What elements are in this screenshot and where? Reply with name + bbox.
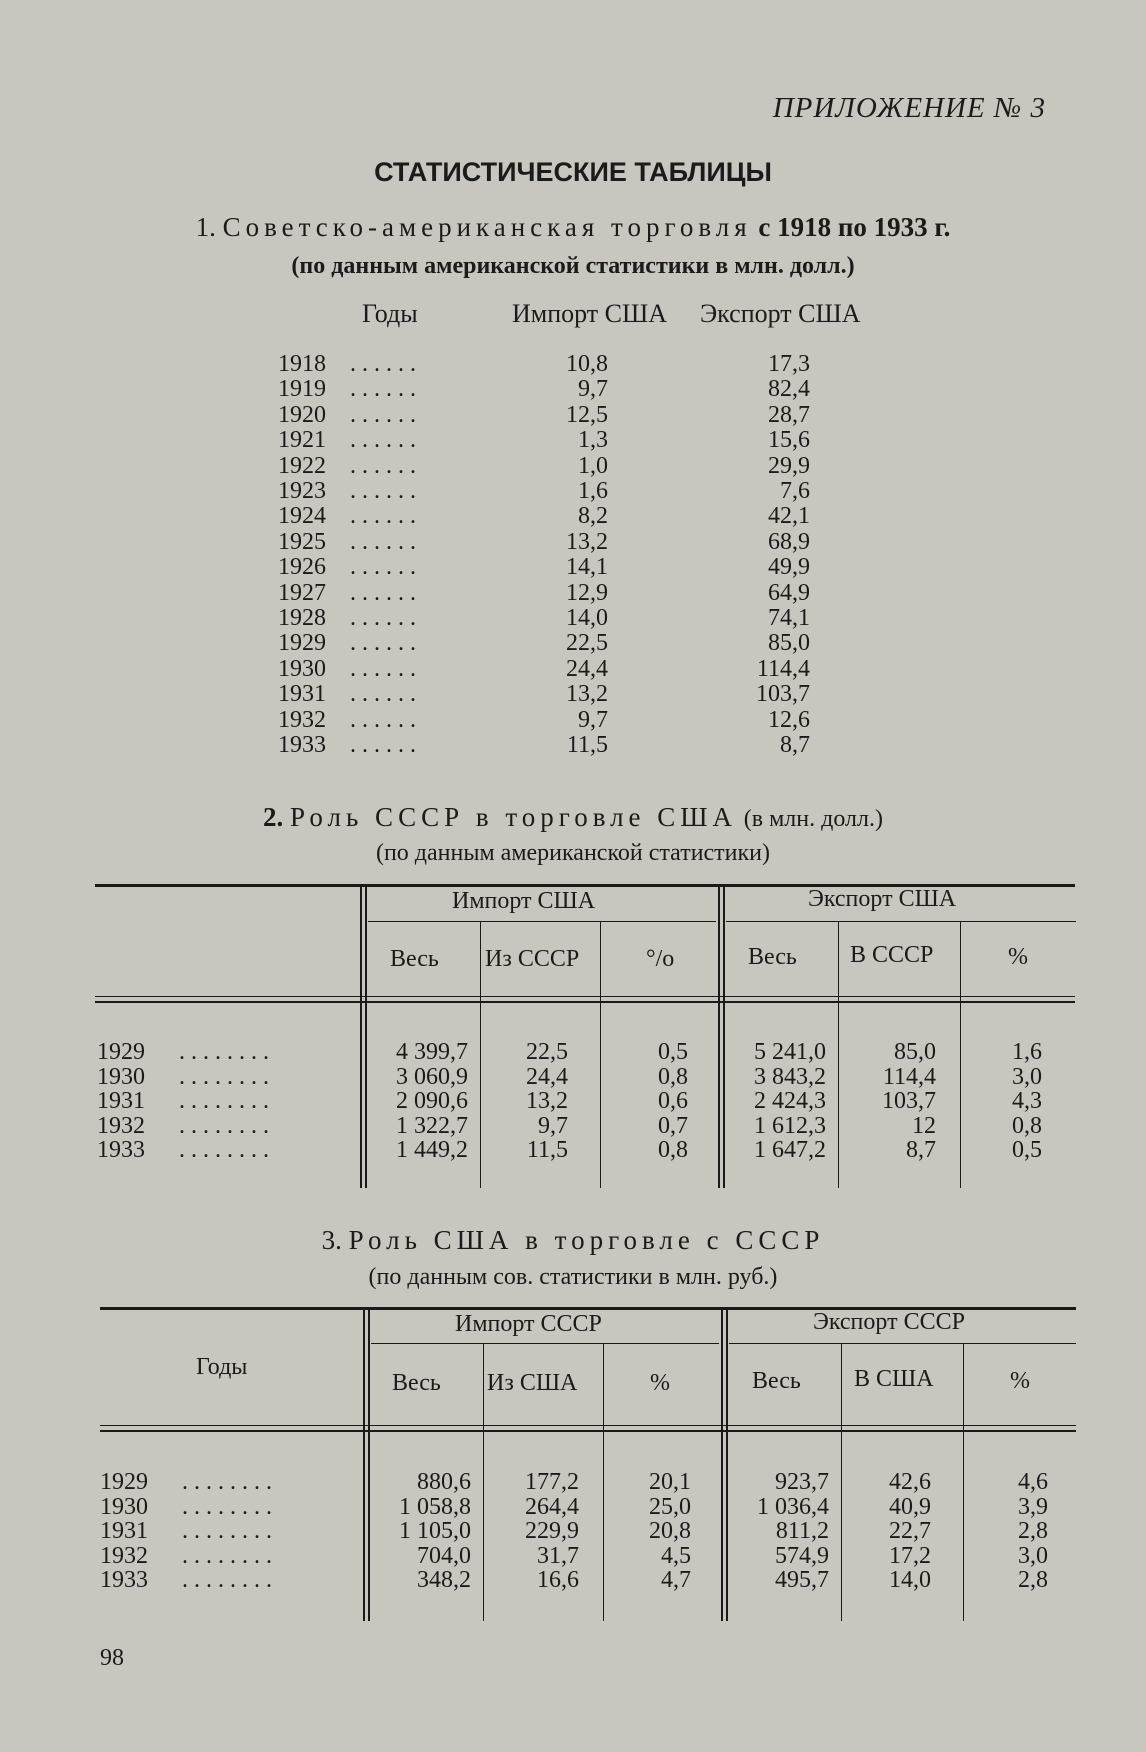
table2-group-import: Импорт США xyxy=(452,888,596,914)
table1-year: 1921 xyxy=(278,427,326,454)
table2-year: 1933 xyxy=(97,1137,145,1163)
table2-imp-total: 1 322,7 xyxy=(396,1112,468,1139)
table1-export-value: 29,9 xyxy=(768,452,810,479)
table2-year: 1932 xyxy=(97,1112,145,1139)
table3-group-rule xyxy=(729,1343,1076,1344)
table1-leader-dots: ...... xyxy=(350,605,422,631)
table1-leader-dots: ...... xyxy=(350,706,422,733)
table3-exp-pct: 2,8 xyxy=(1018,1518,1048,1544)
table2-imp-pct: 0,8 xyxy=(658,1137,688,1163)
table2-imp-ussr: 24,4 xyxy=(526,1063,568,1090)
table2-vline xyxy=(723,886,725,1188)
table1-header-year: Годы xyxy=(362,299,418,328)
table2-exp-pct: 0,8 xyxy=(1012,1112,1042,1139)
table1-import-value: 24,4 xyxy=(566,655,608,682)
table1-leader-dots: ...... xyxy=(350,630,422,657)
table2-exp-pct: 1,6 xyxy=(1012,1039,1042,1065)
table2-header-rule xyxy=(95,996,1075,997)
table1-year: 1933 xyxy=(278,732,326,758)
table3-year: 1931 xyxy=(100,1518,148,1544)
table2-exp-ussr: 12 xyxy=(912,1112,936,1139)
table3-exp-usa: 22,7 xyxy=(889,1518,931,1544)
table3-vline xyxy=(368,1309,370,1621)
table1-year: 1932 xyxy=(278,706,326,733)
table1-import-value: 1,0 xyxy=(578,452,608,479)
table1-leader-dots: ...... xyxy=(350,401,422,428)
table3-exp-pct: 3,9 xyxy=(1018,1493,1048,1520)
table3-imp-usa: 229,9 xyxy=(525,1518,579,1544)
table3-imp-pct: 4,7 xyxy=(661,1567,691,1593)
table2-leader-dots: ........ xyxy=(179,1112,275,1139)
table1-year: 1920 xyxy=(278,401,326,428)
table3-exp-pct: 3,0 xyxy=(1018,1542,1048,1569)
table1-import-value: 12,5 xyxy=(566,401,608,428)
table2-exp-pct: 4,3 xyxy=(1012,1088,1042,1114)
table1-year: 1928 xyxy=(278,605,326,631)
table1-export-value: 82,4 xyxy=(768,376,810,403)
table2-imp-total: 4 399,7 xyxy=(396,1039,468,1065)
table3-imp-usa: 31,7 xyxy=(537,1542,579,1569)
table3-vline xyxy=(603,1344,604,1621)
table1-number: 1. xyxy=(195,212,216,242)
table2-vline xyxy=(718,886,720,1188)
table2-sub-from: Из СССР xyxy=(485,946,580,972)
table3-title-main: Роль США в торговле с СССР xyxy=(348,1225,825,1255)
table1-year: 1931 xyxy=(278,681,326,708)
table3-title xyxy=(0,1225,1146,1256)
table1-export-value: 64,9 xyxy=(768,579,810,606)
table3-exp-usa: 40,9 xyxy=(889,1493,931,1520)
table1-import-value: 14,0 xyxy=(566,605,608,631)
table3-imp-pct: 25,0 xyxy=(649,1493,691,1520)
table1-leader-dots: ...... xyxy=(350,427,422,454)
table2-imp-pct: 0,7 xyxy=(658,1112,688,1139)
table2-sub-to: В СССР xyxy=(850,942,934,968)
table3-group-import: Импорт СССР xyxy=(455,1311,602,1337)
table1-year: 1927 xyxy=(278,579,326,606)
table3-exp-usa: 17,2 xyxy=(889,1542,931,1569)
table1-leader-dots: ...... xyxy=(350,376,422,403)
table1-export-value: 17,3 xyxy=(768,351,810,377)
table1-export-value: 7,6 xyxy=(780,478,810,504)
table1-leader-dots: ...... xyxy=(350,351,422,377)
table2-group-export: Экспорт США xyxy=(808,886,957,912)
table2-sub-pct-import: °/o xyxy=(646,946,675,972)
table2-exp-total: 2 424,3 xyxy=(754,1088,826,1114)
table1-header-export: Экспорт США xyxy=(700,299,861,328)
table1-export-value: 85,0 xyxy=(768,630,810,657)
table2-leader-dots: ........ xyxy=(179,1063,275,1090)
table2-imp-total: 2 090,6 xyxy=(396,1088,468,1114)
table3-vline xyxy=(841,1344,842,1621)
table3-exp-usa: 42,6 xyxy=(889,1469,931,1495)
table1-title-tail: с 1918 по 1933 г. xyxy=(758,212,951,242)
table2-imp-ussr: 9,7 xyxy=(538,1112,568,1139)
table1-export-value: 42,1 xyxy=(768,503,810,530)
table1-leader-dots: ...... xyxy=(350,478,422,504)
table3-imp-pct: 4,5 xyxy=(661,1542,691,1569)
table3-exp-usa: 14,0 xyxy=(889,1567,931,1593)
table2-group-rule xyxy=(726,921,1076,922)
table3-vline xyxy=(726,1309,728,1621)
table1-export-value: 114,4 xyxy=(756,655,810,682)
table1-export-value: 103,7 xyxy=(756,681,810,708)
table1-import-value: 9,7 xyxy=(578,376,608,403)
table2-exp-total: 1 647,2 xyxy=(754,1137,826,1163)
table2-title xyxy=(0,802,1146,833)
table2-title-main: Роль СССР в торговле США xyxy=(290,802,738,832)
table1-year: 1930 xyxy=(278,655,326,682)
table3-sub-total-import: Весь xyxy=(392,1370,441,1396)
table1-leader-dots: ...... xyxy=(350,528,422,555)
table2-sub-total-import: Весь xyxy=(390,946,439,972)
table2-imp-total: 3 060,9 xyxy=(396,1063,468,1090)
table2-imp-pct: 0,6 xyxy=(658,1088,688,1114)
table2-imp-ussr: 13,2 xyxy=(526,1088,568,1114)
table2-vline xyxy=(360,886,362,1188)
table3-sub-to: В США xyxy=(854,1366,934,1392)
table1-import-value: 14,1 xyxy=(566,554,608,581)
table2-leader-dots: ........ xyxy=(179,1088,275,1114)
table3-year: 1933 xyxy=(100,1567,148,1593)
table1-export-value: 28,7 xyxy=(768,401,810,428)
table2-imp-pct: 0,8 xyxy=(658,1063,688,1090)
table2-imp-ussr: 11,5 xyxy=(526,1137,568,1163)
table2-vline xyxy=(365,886,367,1188)
table3-vline xyxy=(721,1309,723,1621)
table1-leader-dots: ...... xyxy=(350,655,422,682)
table3-imp-total: 1 105,0 xyxy=(399,1518,471,1544)
table2-title-tail: (в млн. долл.) xyxy=(743,806,883,832)
table3-imp-usa: 16,6 xyxy=(537,1567,579,1593)
table2-year: 1931 xyxy=(97,1088,145,1114)
table3-sub-from: Из США xyxy=(487,1370,578,1396)
table2-header-rule xyxy=(95,1001,1075,1003)
table1-import-value: 11,5 xyxy=(566,732,608,758)
table1-import-value: 1,3 xyxy=(578,427,608,454)
table3-imp-total: 704,0 xyxy=(417,1542,471,1569)
table3-exp-total: 495,7 xyxy=(775,1567,829,1593)
table1-leader-dots: ...... xyxy=(350,732,422,758)
table1-year: 1925 xyxy=(278,528,326,555)
table2-exp-pct: 0,5 xyxy=(1012,1137,1042,1163)
table1-export-value: 8,7 xyxy=(780,732,810,758)
table1-leader-dots: ...... xyxy=(350,452,422,479)
appendix-label: ПРИЛОЖЕНИЕ № 3 xyxy=(772,92,1046,124)
table1-header-import: Импорт США xyxy=(512,299,668,328)
table1-year: 1929 xyxy=(278,630,326,657)
table3-exp-pct: 4,6 xyxy=(1018,1469,1048,1495)
table2-exp-ussr: 8,7 xyxy=(906,1137,936,1163)
table2-vline xyxy=(960,922,961,1188)
table3-exp-total: 574,9 xyxy=(775,1542,829,1569)
table3-year: 1932 xyxy=(100,1542,148,1569)
table1-leader-dots: ...... xyxy=(350,554,422,581)
table3-leader-dots: ........ xyxy=(182,1469,278,1495)
table1-import-value: 12,9 xyxy=(566,579,608,606)
table1-export-value: 68,9 xyxy=(768,528,810,555)
table3-header-rule xyxy=(100,1425,1076,1426)
table3-group-export: Экспорт СССР xyxy=(813,1309,965,1335)
table1-title-main: Советско-американская торговля xyxy=(222,212,752,242)
table1-import-value: 9,7 xyxy=(578,706,608,733)
table3-vline xyxy=(483,1344,484,1621)
table3-header-year: Годы xyxy=(196,1354,248,1380)
table1-export-value: 49,9 xyxy=(768,554,810,581)
table3-imp-total: 880,6 xyxy=(417,1469,471,1495)
table3-header-rule xyxy=(100,1430,1076,1432)
table3-imp-total: 348,2 xyxy=(417,1567,471,1593)
table3-imp-pct: 20,1 xyxy=(649,1469,691,1495)
table2-vline xyxy=(838,922,839,1188)
table3-leader-dots: ........ xyxy=(182,1518,278,1544)
table1-year: 1926 xyxy=(278,554,326,581)
table2-imp-pct: 0,5 xyxy=(658,1039,688,1065)
page-title: СТАТИСТИЧЕСКИЕ ТАБЛИЦЫ xyxy=(374,157,772,187)
table1-import-value: 10,8 xyxy=(566,351,608,377)
table1-year: 1922 xyxy=(278,452,326,479)
table3-year: 1929 xyxy=(100,1469,148,1495)
table2-exp-total: 3 843,2 xyxy=(754,1063,826,1090)
table2-exp-pct: 3,0 xyxy=(1012,1063,1042,1090)
table2-imp-ussr: 22,5 xyxy=(526,1039,568,1065)
table3-vline xyxy=(363,1309,365,1621)
table1-year: 1918 xyxy=(278,351,326,377)
table2-exp-ussr: 85,0 xyxy=(894,1039,936,1065)
table3-exp-pct: 2,8 xyxy=(1018,1567,1048,1593)
table3-year: 1930 xyxy=(100,1493,148,1520)
table1-year: 1923 xyxy=(278,478,326,504)
table1-import-value: 13,2 xyxy=(566,528,608,555)
table3-subtitle: (по данным сов. статистики в млн. руб.) xyxy=(368,1264,778,1290)
table1-year: 1919 xyxy=(278,376,326,403)
table1-import-value: 8,2 xyxy=(578,503,608,530)
table3-sub-total-export: Весь xyxy=(752,1368,801,1394)
table3-sub-pct-import: % xyxy=(650,1370,670,1396)
table2-group-rule xyxy=(368,921,716,922)
table3-number: 3. xyxy=(321,1225,342,1255)
table2-vline xyxy=(600,922,601,1188)
table2-sub-total-export: Весь xyxy=(748,944,797,970)
table3-group-rule xyxy=(371,1343,719,1344)
table1-export-value: 15,6 xyxy=(768,427,810,454)
table2-subtitle: (по данным американской статистики) xyxy=(375,840,771,866)
table2-exp-ussr: 114,4 xyxy=(882,1063,936,1090)
table3-imp-pct: 20,8 xyxy=(649,1518,691,1544)
table1-export-value: 74,1 xyxy=(768,605,810,631)
table1-title xyxy=(0,212,1146,243)
table3-leader-dots: ........ xyxy=(182,1493,278,1520)
table3-vline xyxy=(963,1344,964,1621)
page-number: 98 xyxy=(100,1645,124,1671)
table3-imp-usa: 264,4 xyxy=(525,1493,579,1520)
table2-imp-total: 1 449,2 xyxy=(396,1137,468,1163)
table1-import-value: 22,5 xyxy=(566,630,608,657)
table2-leader-dots: ........ xyxy=(179,1137,275,1163)
table3-exp-total: 923,7 xyxy=(775,1469,829,1495)
table1-leader-dots: ...... xyxy=(350,681,422,708)
table1-leader-dots: ...... xyxy=(350,503,422,530)
table2-vline xyxy=(480,922,481,1188)
table2-exp-total: 1 612,3 xyxy=(754,1112,826,1139)
table3-imp-usa: 177,2 xyxy=(525,1469,579,1495)
table3-sub-pct-export: % xyxy=(1010,1368,1030,1394)
table1-import-value: 1,6 xyxy=(578,478,608,504)
table3-leader-dots: ........ xyxy=(182,1542,278,1569)
table1-import-value: 13,2 xyxy=(566,681,608,708)
table3-leader-dots: ........ xyxy=(182,1567,278,1593)
table1-leader-dots: ...... xyxy=(350,579,422,606)
table3-exp-total: 1 036,4 xyxy=(757,1493,829,1520)
table1-export-value: 12,6 xyxy=(768,706,810,733)
table2-sub-pct-export: % xyxy=(1008,944,1028,970)
table3-imp-total: 1 058,8 xyxy=(399,1493,471,1520)
table3-exp-total: 811,2 xyxy=(775,1518,829,1544)
table2-number: 2. xyxy=(263,802,284,832)
table2-leader-dots: ........ xyxy=(179,1039,275,1065)
table2-year: 1929 xyxy=(97,1039,145,1065)
table2-year: 1930 xyxy=(97,1063,145,1090)
table2-exp-ussr: 103,7 xyxy=(882,1088,936,1114)
table1-year: 1924 xyxy=(278,503,326,530)
table1-subtitle: (по данным американской статистики в млн. долл.) xyxy=(291,253,855,279)
table2-exp-total: 5 241,0 xyxy=(754,1039,826,1065)
